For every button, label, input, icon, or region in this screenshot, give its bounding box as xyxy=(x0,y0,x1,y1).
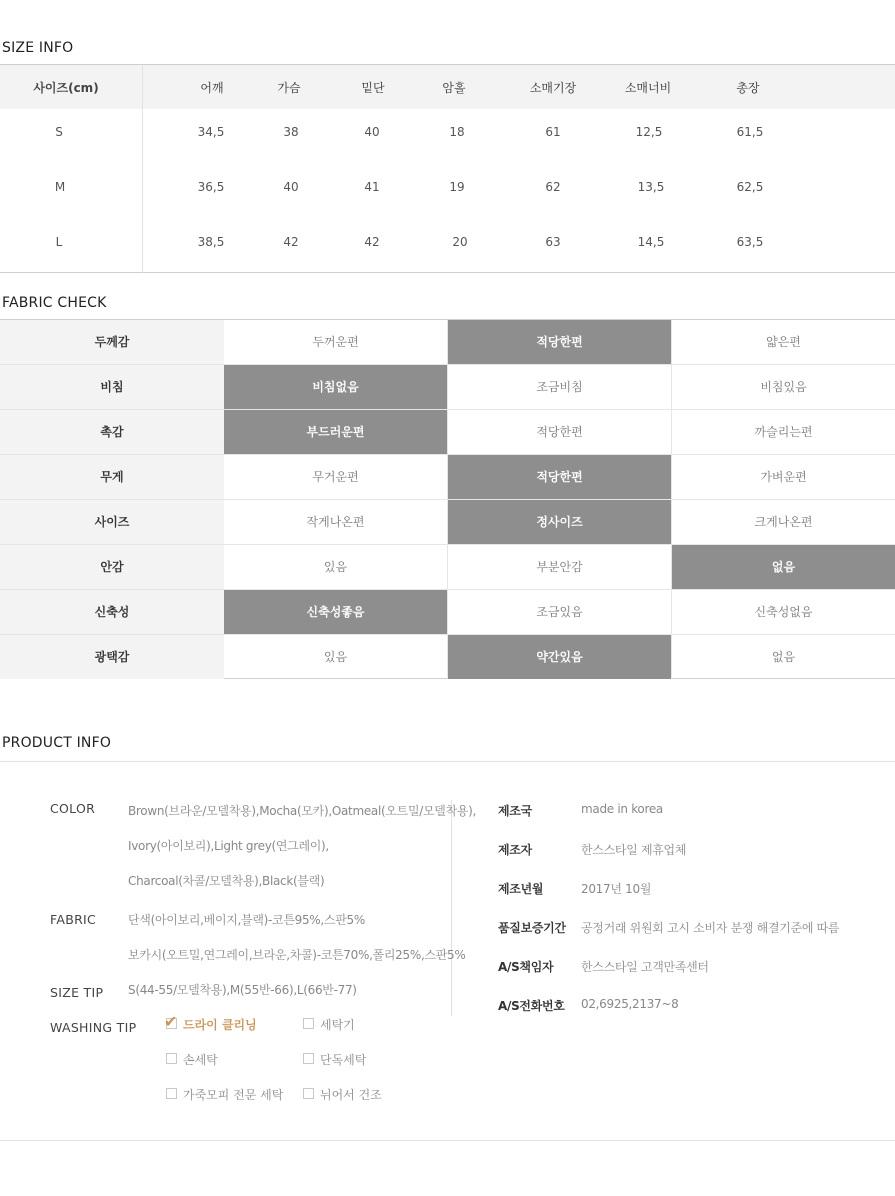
fabric-option-selected: 부드러운편 xyxy=(224,410,447,454)
size-cell: 18 xyxy=(449,125,465,139)
detail-value-manufacturer: 한스스타일 제휴업체 xyxy=(581,843,687,857)
size-cell: 62 xyxy=(545,180,561,194)
size-info-title: SIZE INFO xyxy=(2,40,74,56)
fabric-option: 비침있음 xyxy=(671,365,895,409)
detail-label-manufacturer: 제조자 xyxy=(498,843,532,857)
detail-value-warranty: 공정거래 위원회 고시 소비자 분쟁 해결기준에 따름 xyxy=(581,921,840,935)
fabric-option-selected: 적당한편 xyxy=(447,455,671,499)
detail-value-country: made in korea xyxy=(581,802,663,816)
fabric-option: 무거운편 xyxy=(312,470,359,484)
washing-tip-label: WASHING TIP xyxy=(50,1020,137,1035)
washing-option-label: 가죽모피 전문 세탁 xyxy=(183,1088,284,1102)
checkbox-icon xyxy=(166,1053,177,1064)
size-header-size: 사이즈(cm) xyxy=(33,81,99,95)
fabric-line: 단색(아이보리,베이지,블랙)-코튼95%,스판5% xyxy=(128,913,365,927)
size-table-header xyxy=(0,65,895,109)
size-header-sleeve-width: 소매너비 xyxy=(624,81,672,95)
size-cell: 20 xyxy=(452,235,468,249)
checkbox-icon xyxy=(303,1088,314,1099)
fabric-option: 두꺼운편 xyxy=(312,335,359,349)
fabric-option: 적당한편 xyxy=(447,410,671,454)
fabric-option: 얇은편 xyxy=(671,320,895,364)
product-info-column-divider xyxy=(451,800,452,1016)
size-cell: 41 xyxy=(364,180,380,194)
product-info-bottom-divider xyxy=(0,1140,895,1141)
size-tip-label: SIZE TIP xyxy=(50,985,104,1000)
product-info-top-divider xyxy=(0,761,895,762)
size-cell: 42 xyxy=(364,235,380,249)
size-tip-value: S(44-55/모델착용),M(55반-66),L(66반-77) xyxy=(128,983,357,997)
size-cell: 42 xyxy=(283,235,299,249)
size-header-chest: 가슴 xyxy=(277,81,301,95)
size-header-total-length: 총장 xyxy=(736,81,760,95)
size-cell: 14,5 xyxy=(637,235,665,249)
fabric-check-table xyxy=(0,319,895,679)
fabric-option-selected: 비침없음 xyxy=(224,365,447,409)
fabric-row-label: 촉감 xyxy=(0,410,224,454)
fabric-option-selected: 약간있음 xyxy=(447,635,671,679)
size-cell: 63 xyxy=(545,235,561,249)
washing-option-label: 뉘어서 건조 xyxy=(320,1088,382,1102)
detail-label-warranty: 품질보증기간 xyxy=(498,921,566,935)
detail-label-country: 제조국 xyxy=(498,804,532,818)
size-cell: 38,5 xyxy=(197,235,225,249)
size-cell: S xyxy=(55,125,63,139)
size-header-shoulder: 어깨 xyxy=(200,81,224,95)
size-cell: 61,5 xyxy=(736,125,764,139)
fabric-option: 신축성없음 xyxy=(671,590,895,634)
fabric-row-label: 무게 xyxy=(0,455,224,499)
size-cell: 63,5 xyxy=(736,235,764,249)
fabric-option-selected: 정사이즈 xyxy=(447,500,671,544)
checkbox-icon xyxy=(166,1088,177,1099)
fabric-option: 없음 xyxy=(671,635,895,679)
fabric-row-texture xyxy=(0,410,895,455)
size-header-armhole: 암홀 xyxy=(442,81,466,95)
fabric-row-label: 두께감 xyxy=(0,320,224,364)
fabric-option: 작게나온편 xyxy=(306,515,365,529)
size-header-hem: 밑단 xyxy=(361,81,385,95)
size-cell: 40 xyxy=(283,180,299,194)
size-header-sleeve-length: 소매기장 xyxy=(529,81,577,95)
size-cell: L xyxy=(55,235,63,249)
fabric-option: 까슬리는편 xyxy=(671,410,895,454)
washing-option-label: 손세탁 xyxy=(183,1053,218,1067)
fabric-row-label: 비침 xyxy=(0,365,224,409)
fabric-row-elasticity xyxy=(0,590,895,635)
detail-value-as-phone: 02,6925,2137~8 xyxy=(581,997,679,1011)
detail-value-as-manager: 한스스타일 고객만족센터 xyxy=(581,960,709,974)
size-table-divider xyxy=(142,65,143,273)
color-line: Ivory(아이보리),Light grey(연그레이), xyxy=(128,839,329,853)
checkbox-icon xyxy=(303,1018,314,1029)
size-cell: 61 xyxy=(545,125,561,139)
color-label: COLOR xyxy=(50,801,96,816)
fabric-row-thickness xyxy=(0,320,895,365)
size-cell: 38 xyxy=(283,125,299,139)
fabric-option: 있음 xyxy=(323,650,348,664)
detail-label-as-phone: A/S전화번호 xyxy=(498,999,565,1013)
fabric-row-size xyxy=(0,500,895,545)
fabric-option-selected: 적당한편 xyxy=(447,320,671,364)
fabric-label: FABRIC xyxy=(50,912,97,927)
fabric-row-sheerness xyxy=(0,365,895,410)
washing-option-label: 세탁기 xyxy=(320,1018,355,1032)
fabric-row-label: 사이즈 xyxy=(0,500,224,544)
detail-label-as-manager: A/S책임자 xyxy=(498,960,554,974)
checkmark-icon: ✔ xyxy=(164,1012,178,1031)
size-cell: 40 xyxy=(364,125,380,139)
size-cell: 12,5 xyxy=(635,125,663,139)
fabric-row-lining xyxy=(0,545,895,590)
checkbox-icon xyxy=(303,1053,314,1064)
fabric-check-title: FABRIC CHECK xyxy=(2,295,107,311)
color-line: Charcoal(차콜/모델착용),Black(블랙) xyxy=(128,874,325,888)
washing-option-label: 단독세탁 xyxy=(320,1053,367,1067)
washing-option-label: 드라이 클리닝 xyxy=(183,1018,257,1032)
size-cell: 36,5 xyxy=(197,180,225,194)
fabric-option: 조금비침 xyxy=(447,365,671,409)
product-info-title: PRODUCT INFO xyxy=(2,735,112,751)
fabric-option-selected: 신축성좋음 xyxy=(224,590,447,634)
size-cell: 19 xyxy=(449,180,465,194)
fabric-option-selected: 없음 xyxy=(671,545,895,589)
fabric-option: 조금있음 xyxy=(447,590,671,634)
detail-label-date: 제조년월 xyxy=(498,882,544,896)
size-cell: 13,5 xyxy=(637,180,665,194)
fabric-option: 부분안감 xyxy=(447,545,671,589)
size-cell: 62,5 xyxy=(736,180,764,194)
color-line: Brown(브라운/모델착용),Mocha(모카),Oatmeal(오트밀/모델착용), xyxy=(128,804,477,818)
fabric-row-label: 광택감 xyxy=(0,635,224,679)
fabric-line: 보카시(오트밀,연그레이,브라운,차콜)-코튼70%,폴리25%,스판5% xyxy=(128,948,466,962)
size-cell: M xyxy=(54,180,66,194)
fabric-option: 가벼운편 xyxy=(671,455,895,499)
fabric-option: 있음 xyxy=(323,560,348,574)
fabric-row-label: 신축성 xyxy=(0,590,224,634)
fabric-row-label: 안감 xyxy=(0,545,224,589)
fabric-option: 크게나온편 xyxy=(671,500,895,544)
fabric-row-gloss xyxy=(0,635,895,680)
size-table xyxy=(0,64,895,273)
size-cell: 34,5 xyxy=(197,125,225,139)
detail-value-date: 2017년 10월 xyxy=(581,882,652,896)
fabric-row-weight xyxy=(0,455,895,500)
